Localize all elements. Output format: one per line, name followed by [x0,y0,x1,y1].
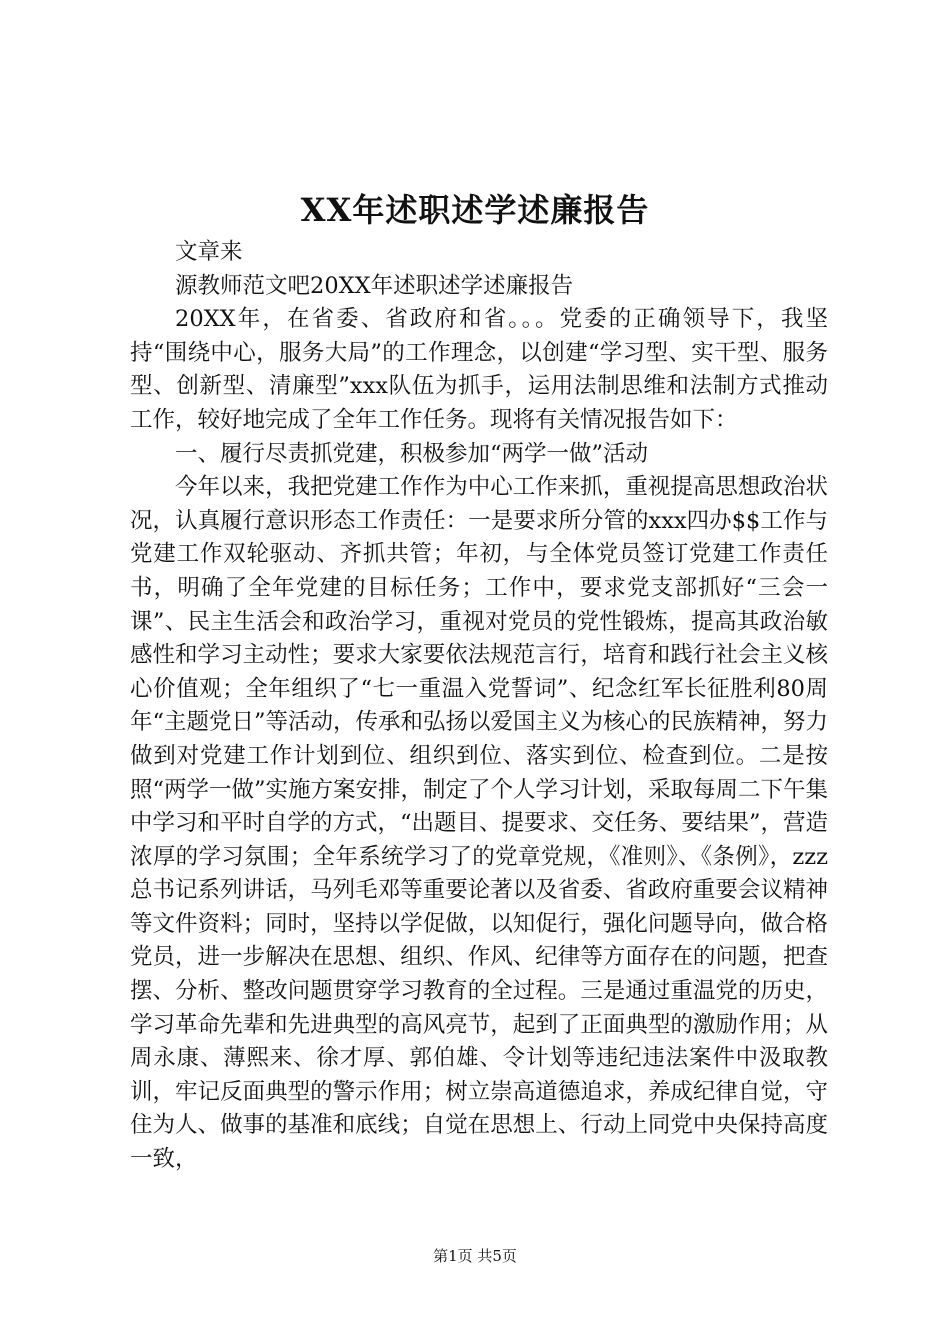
document-title: XX年述职述学述廉报告 [300,191,650,229]
page-footer: 第1页 共5页 [433,1247,517,1265]
paragraph-source-line-1: 文章来 [175,239,243,265]
paragraph-source-line-2: 源教师范文吧20XX年述职述学述廉报告 [175,272,574,299]
paragraph-party-building: 今年以来，我把党建工作作为中心工作来抓，重视提高思想政治状况，认真履行意识形态工作责任：一是要求所分管的xxx四办$$工作与党建工作双轮驱动、齐抓共管；年初，与全体党员签订党建工作责任书，明确了全年党建的目标任务；工作中，要求党支部抓好“三会一课”、民主生活会和政治学习，重视对党员的党性锻炼，提高其政治敏感性和学习主动性；要求大家要依法规范言行，培育和践行社会主义核心价值观；全年组织了“七一重温入党誓词”、纪念红军长征胜利80周年“主题党日”等活动，传承和弘扬以爱国主义为核心的民族精神，努力做到对党建工作计划到位、组织到位、落实到位、检查到位。二是按照“两学一做”实施方案安排，制定了个人学习计划，采取每周二下午集中学习和平时自学的方式，“出题目、提要求、交任务、要结果”，营造浓厚的学习氛围；全年系统学习了的党章党规，《准则》、《条例》，zzz总书记系列讲话，马列毛邓等重要论著以及省委、省政府重要会议精神等文件资料；同时，坚持以学促做，以知促行，强化问题导向，做合格党员，进一步解决在思想、组织、作风、纪律等方面存在的问题，把查摆、分析、整改问题贯穿学习教育的全过程。三是通过重温党的历史，学习革命先辈和先进典型的高风亮节，起到了正面典型的激励作用；从周永康、薄熙来、徐才厚、郭伯雄、令计划等违纪违法案件中汲取教训，牢记反面典型的警示作用；树立崇高道德追求，养成纪律自觉，守住为人、做事的基准和底线；自觉在思想上、行动上同党中央保持高度一致， [130,474,829,1173]
section-heading-1: 一、履行尽责抓党建，积极参加“两学一做”活动 [175,440,649,467]
paragraph-intro: 20XX年，在省委、省政府和省。。。党委的正确领导下，我坚持“围绕中心，服务大局”的工作理念，以创建“学习型、实干型、服务型、创新型、清廉型”xxx队伍为抓手，运用法制思维和法制方式推动工作，较好地完成了全年工作任务。现将有关情况报告如下： [130,306,828,433]
document-body [130,236,828,1177]
